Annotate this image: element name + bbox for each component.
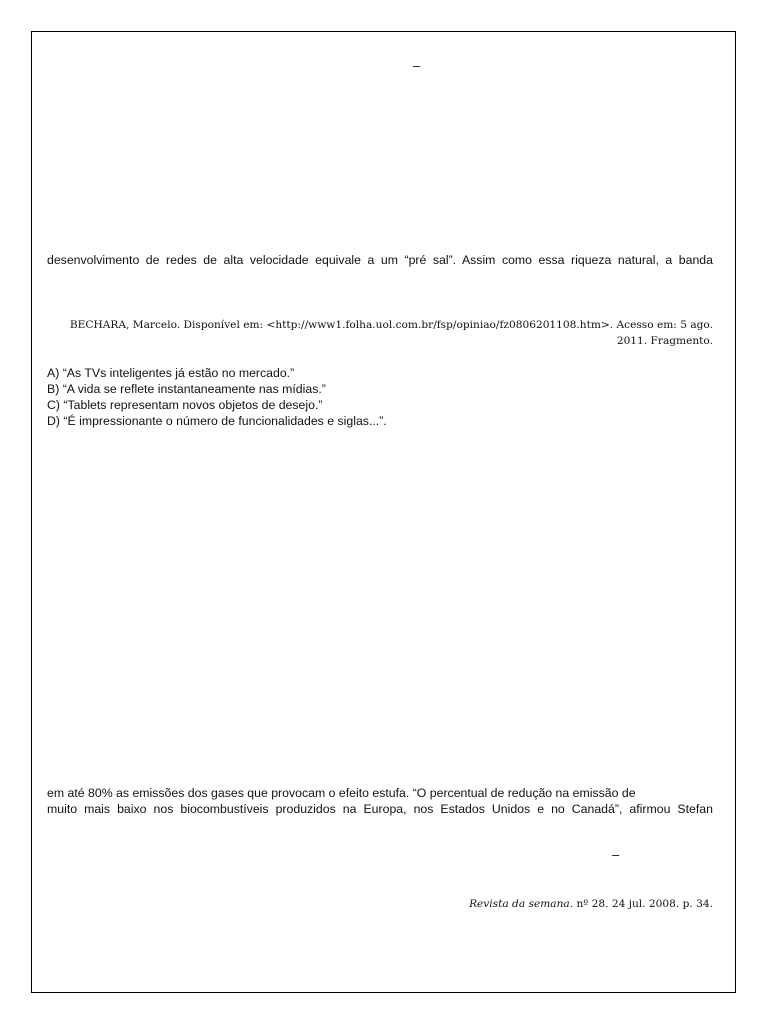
citation-2-details: . nº 28. 24 jul. 2008. p. 34. — [569, 898, 713, 910]
citation-1-line-1: BECHARA, Marcelo. Disponível em: <http://www1.folha.uol.com.br/fsp/opiniao/fz0806201108.htm>. Acesso em: 5 ago. — [69, 319, 713, 331]
text-2-line-1: em até 80% as emissões dos gases que provocam o efeito estufa. “O percentual de redução na emissão de — [47, 786, 636, 800]
citation-1 — [47, 317, 713, 349]
option-b[interactable]: B) “A vida se reflete instantaneamente nas mídias.” — [47, 382, 326, 396]
bottom-dash: – — [612, 847, 620, 862]
option-a[interactable]: A) “As TVs inteligentes já estão no mercado.” — [47, 366, 295, 380]
top-dash: – — [413, 58, 421, 73]
text-2 — [47, 785, 713, 817]
option-c[interactable]: C) “Tablets representam novos objetos de desejo.” — [47, 398, 323, 412]
citation-1-line-2: 2011. Fragmento. — [616, 335, 713, 347]
answer-options — [47, 365, 387, 429]
text-line-1: desenvolvimento de redes de alta velocidade equivale a um “pré sal”. Assim como essa riqueza natural, a banda — [47, 253, 713, 267]
citation-2-source: Revista da semana — [469, 898, 570, 910]
citation-2 — [47, 896, 713, 912]
text-2-line-2: muito mais baixo nos biocombustíveis produzidos na Europa, nos Estados Unidos e no Canadá”, afirmou Stefan — [47, 802, 713, 816]
option-d[interactable]: D) “É impressionante o número de funcionalidades e siglas...”. — [47, 414, 387, 428]
page-frame — [31, 31, 736, 993]
